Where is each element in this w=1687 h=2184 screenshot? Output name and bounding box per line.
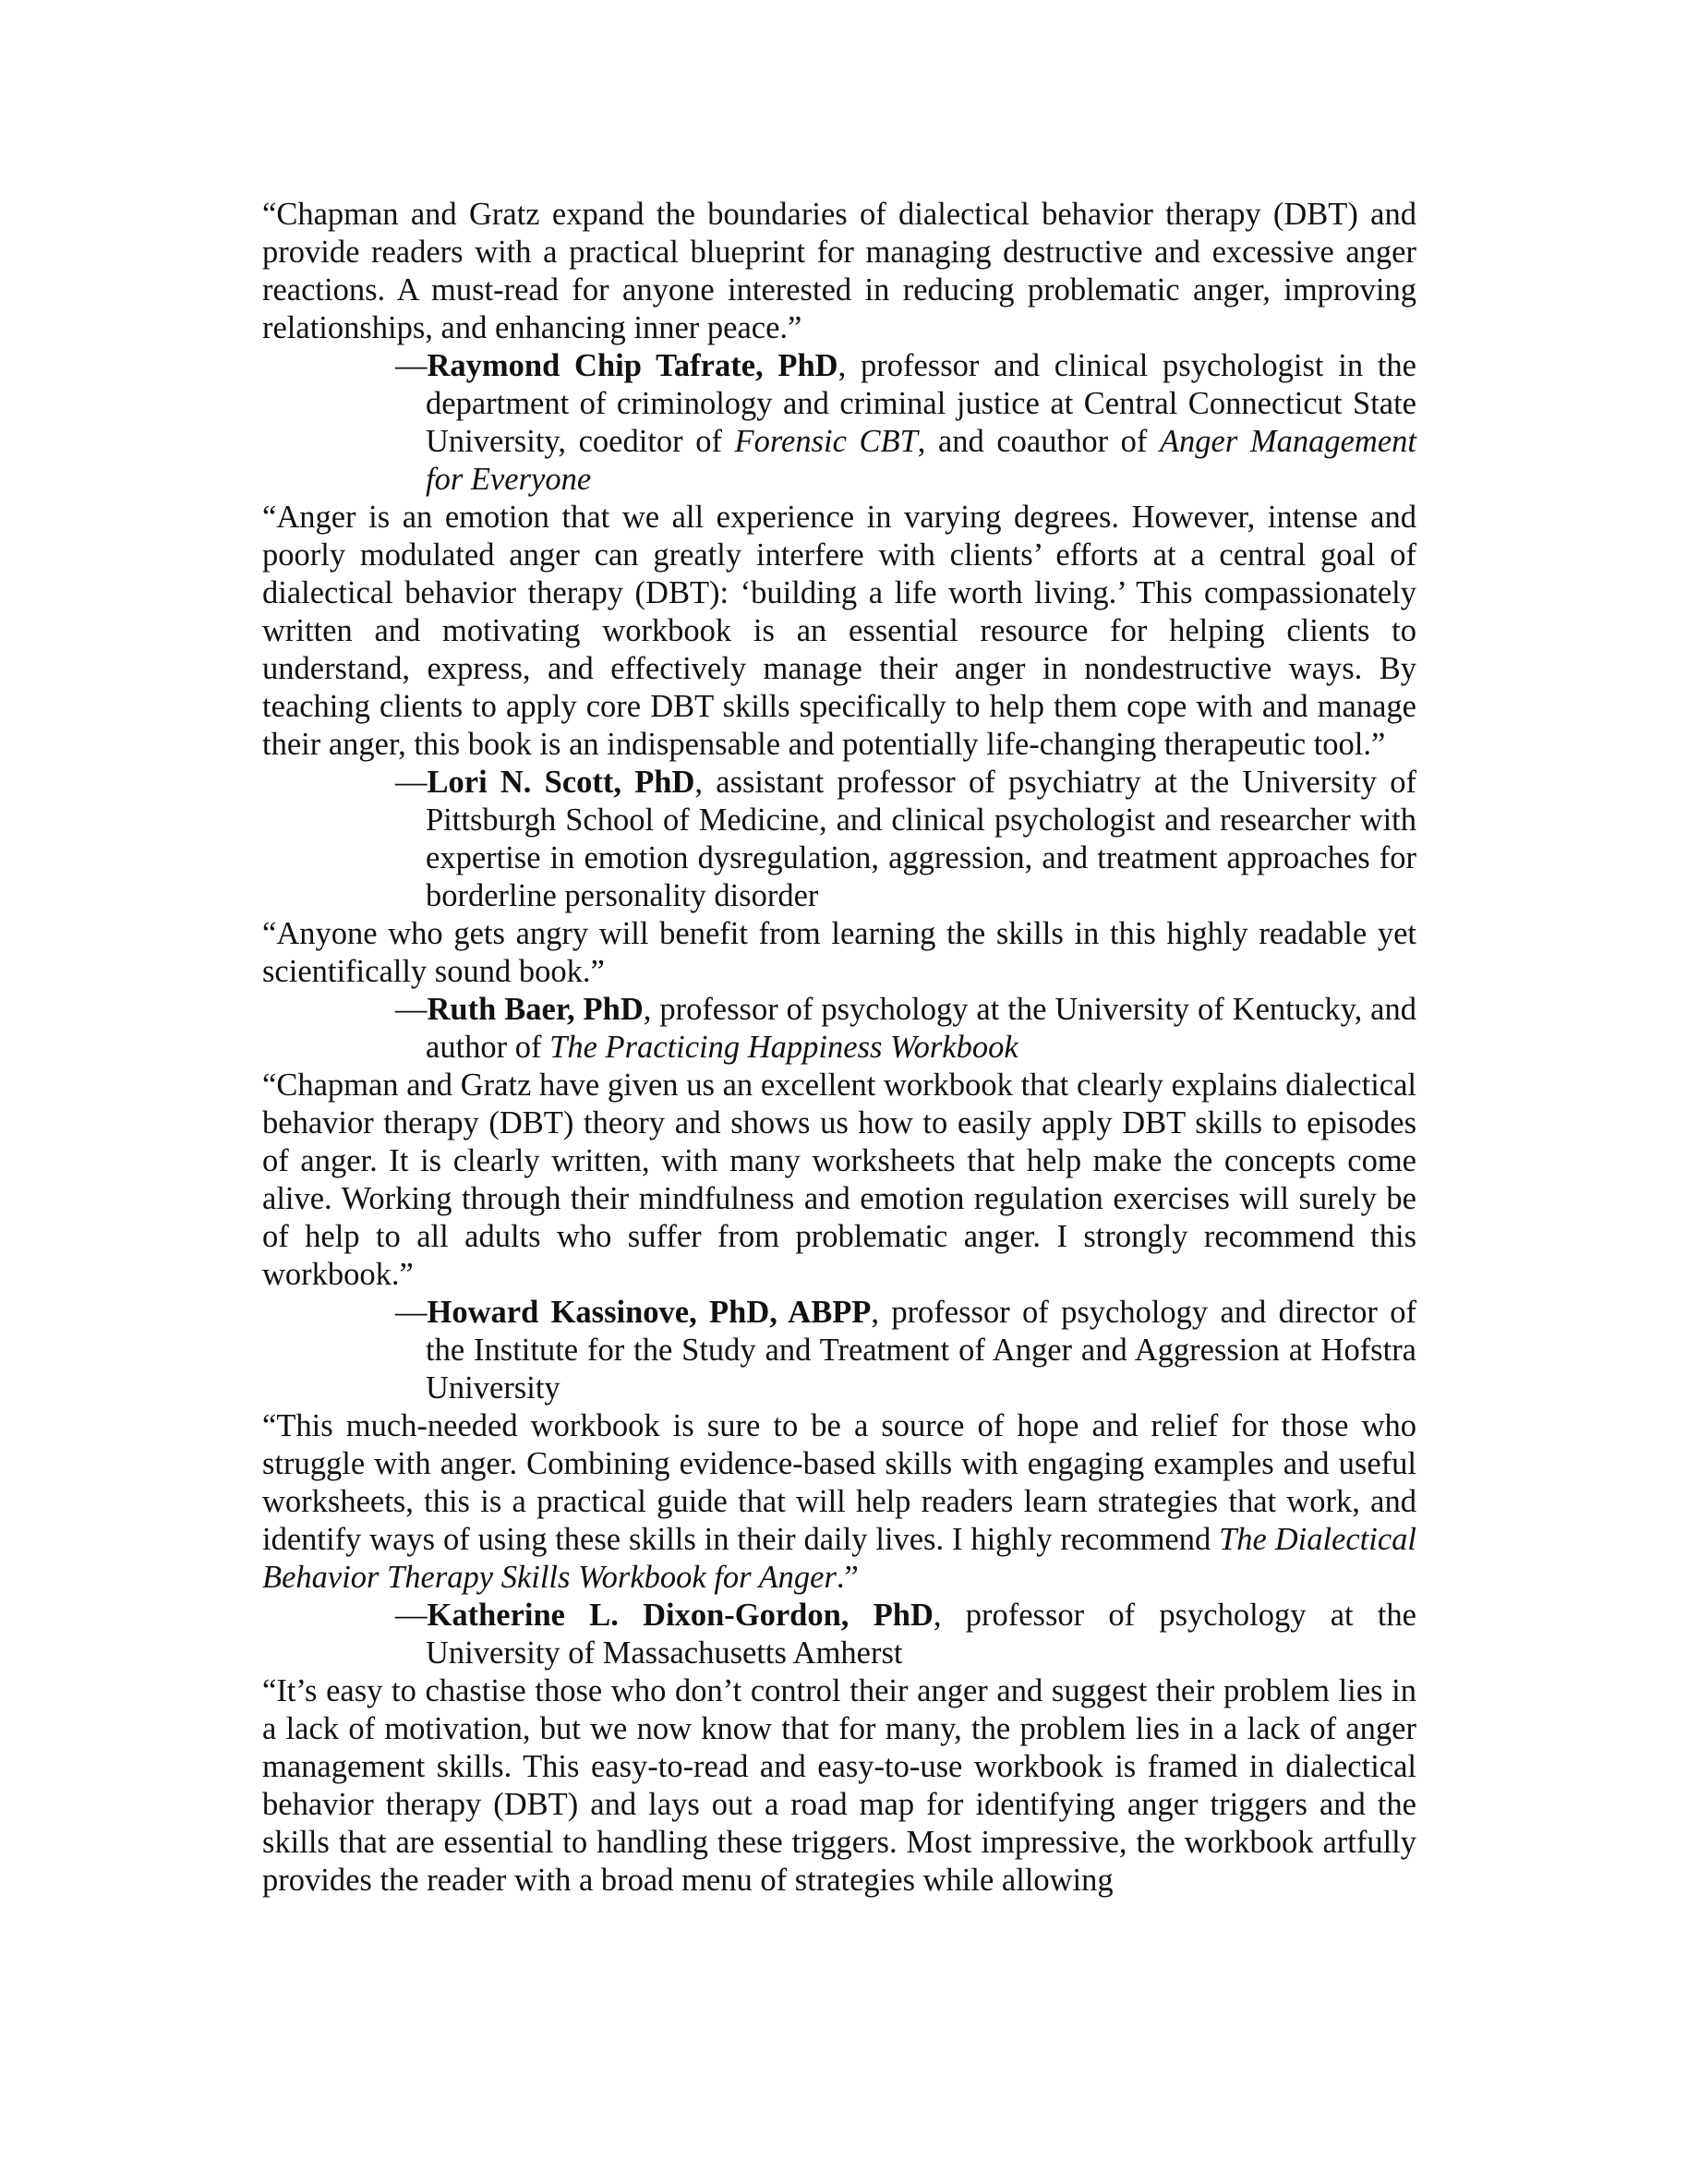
endorsement-attribution — [395, 1294, 1416, 1407]
endorsement-quote — [262, 1407, 1416, 1597]
quote-text: “Anyone who gets angry will benefit from learning the skills in this highly readable yet scientifically sound book.” — [262, 916, 1416, 989]
endorser-description: , professor of psychology at the University of Kentucky, and author of — [426, 992, 1416, 1065]
praise-page — [262, 196, 1416, 1900]
quote-text: “It’s easy to chastise those who don’t control their anger and suggest their problem lies in a lack of motivation, but we now know that for many, the problem lies in a lack of anger management skills. This easy-to-read and easy-to-use workbook is framed in dialectical behavior therapy (DBT) and lays out a road map for identifying anger triggers and the skills that are essential to handling these triggers. Most impressive, the workbook artfully provides the reader with a broad menu of strategies while allowing — [262, 1673, 1416, 1898]
em-dash: — — [395, 1598, 428, 1633]
endorser-description: , professor of psychology and director of the Institute for the Study and Treatment of Anger and Aggression at Hofstra University — [426, 1295, 1416, 1406]
quote-text: “This much-needed workbook is sure to be a source of hope and relief for those who struggle with anger. Combining evidence-based skills with engaging examples and useful worksheets, this is a practical guide that will help readers learn strategies that work, and identify ways of using these skills in their daily lives. I highly recommend — [262, 1408, 1416, 1557]
endorser-name: Katherine L. Dixon-Gordon, PhD — [427, 1598, 934, 1633]
quote-text: “Chapman and Gratz have given us an excellent workbook that clearly explains dialectical behavior therapy (DBT) theory and shows us how to easily apply DBT skills to episodes of anger. It is clearly written, with many worksheets that help make the concepts come alive. Working through their mindfulness and emotion regulation exercises will surely be of help to all adults who suffer from problematic anger. I strongly recommend this workbook.” — [262, 1068, 1416, 1292]
endorser-description: , and coauthor of — [917, 424, 1160, 459]
endorsement-quote — [262, 915, 1416, 991]
em-dash: — — [395, 765, 428, 800]
endorser-description: , professor and clinical psychologist in the department of criminology and criminal justice at Central Connecticut State University, coeditor of — [426, 348, 1416, 459]
endorser-name: Howard Kassinove, PhD, ABPP — [427, 1295, 872, 1330]
book-title: The Practicing Happiness Workbook — [549, 1030, 1018, 1065]
endorsement-quote — [262, 1067, 1416, 1294]
endorsement-quote — [262, 196, 1416, 347]
em-dash: — — [395, 992, 428, 1027]
endorsement-quote — [262, 499, 1416, 764]
em-dash: — — [395, 348, 428, 383]
endorsement-quote — [262, 1672, 1416, 1900]
book-title: The Dialectical Behavior Therapy Skills Workbook for Anger — [262, 1522, 1416, 1595]
book-title: Anger Management for Everyone — [426, 424, 1416, 497]
endorser-name: Lori N. Scott, PhD — [427, 765, 695, 800]
quote-text: “Chapman and Gratz expand the boundaries of dialectical behavior therapy (DBT) and provide readers with a practical blueprint for managing destructive and excessive anger reactions. A must-read for anyone interested in reducing problematic anger, improving relationships, and enhancing inner peace.” — [262, 197, 1416, 345]
quote-text: .” — [836, 1560, 859, 1595]
em-dash: — — [395, 1295, 428, 1330]
endorser-description: , professor of psychology at the University of Massachusetts Amherst — [426, 1598, 1416, 1671]
endorser-name: Raymond Chip Tafrate, PhD — [427, 348, 838, 383]
quote-text: “Anger is an emotion that we all experience in varying degrees. However, intense and poorly modulated anger can greatly interfere with clients’ efforts at a central goal of dialectical behavior therapy (DBT): ‘building a life worth living.’ This compassionately written and motivating workbook is an essential resource for helping clients to understand, express, and effectively manage their anger in nondestructive ways. By teaching clients to apply core DBT skills specifically to help them cope with and manage their anger, this book is an indispensable and potentially life-changing therapeutic tool.” — [262, 500, 1416, 762]
endorsement-attribution — [395, 1597, 1416, 1672]
endorsement-attribution — [395, 347, 1416, 499]
endorsement-attribution — [395, 764, 1416, 915]
book-title: Forensic CBT — [734, 424, 918, 459]
endorsement-attribution — [395, 991, 1416, 1067]
endorser-description: , assistant professor of psychiatry at the University of Pittsburgh School of Medicine, and clinical psychologist and researcher with expertise in emotion dysregulation, aggression, and treatment approaches for borderline personality disorder — [426, 765, 1416, 913]
endorser-name: Ruth Baer, PhD — [427, 992, 644, 1027]
